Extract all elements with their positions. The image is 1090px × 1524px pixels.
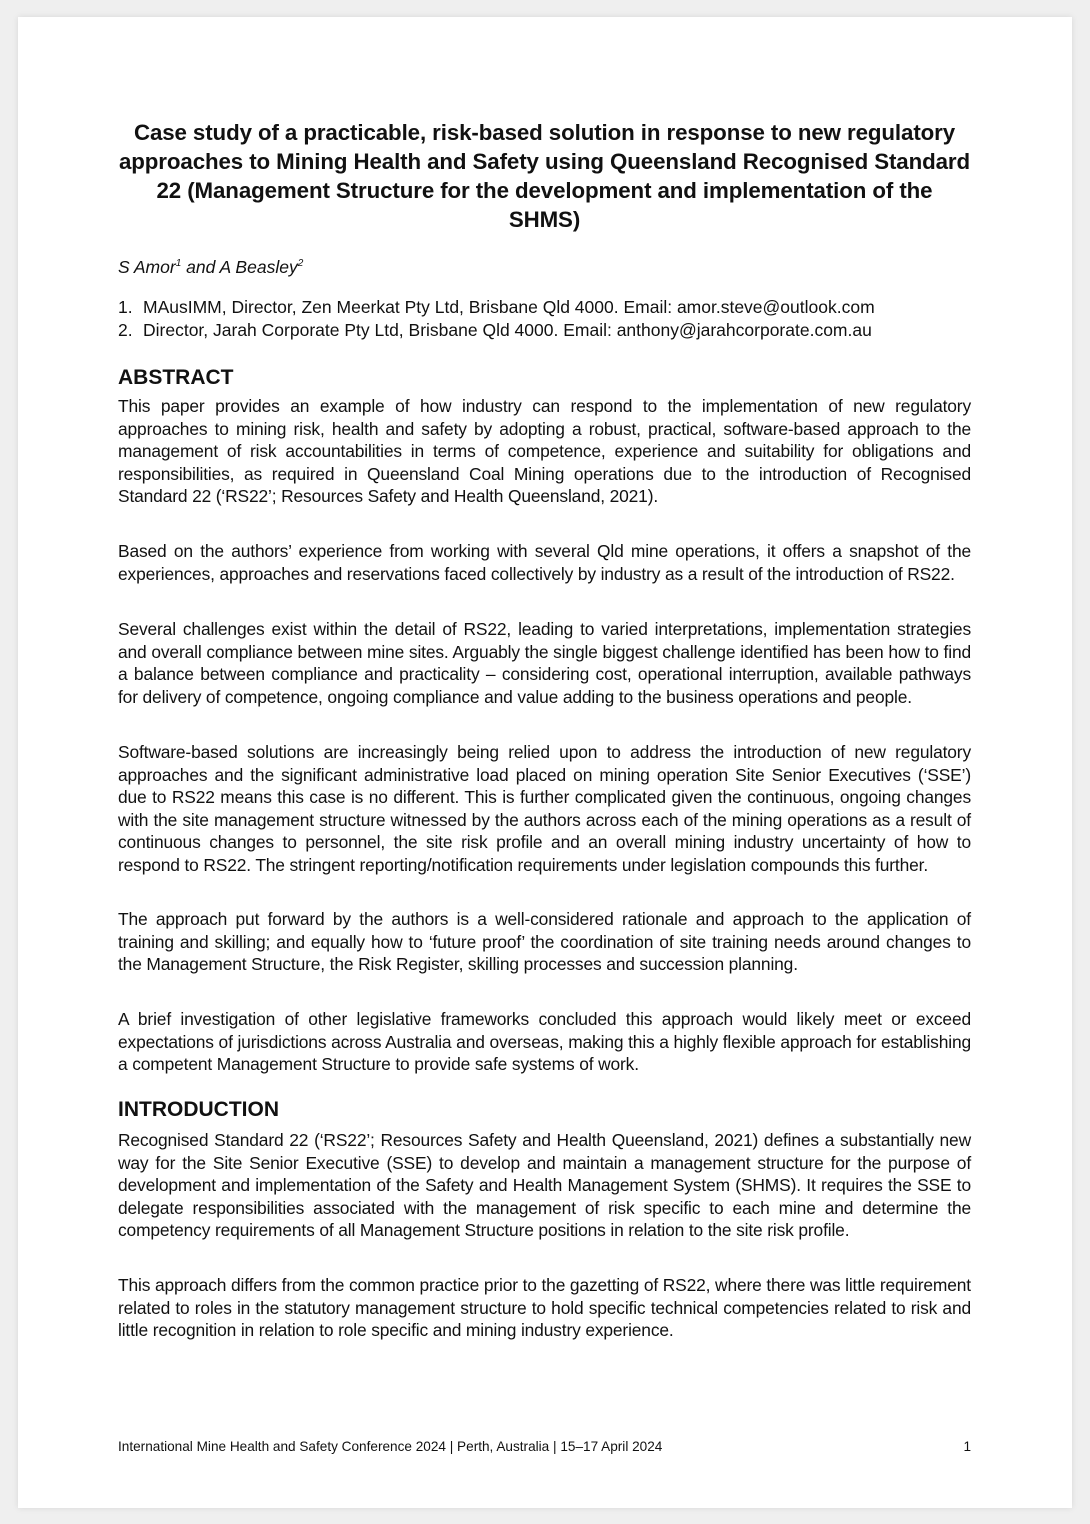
affiliation-mark: 2 [297, 258, 304, 269]
document-page [18, 17, 1072, 1508]
abstract-paragraph: This paper provides an example of how industry can respond to the implementation of new regulatory approaches to mining risk, health and safety by adopting a robust, practical, software-based approach to the management of risk accountabilities in terms of competence, experience and suitability for obligations and responsibilities, as required in Queensland Coal Mining operations due to the introduction of Recognised Standard 22 (‘RS22’; Resources Safety and Health Queensland, 2021). [118, 396, 971, 506]
abstract-paragraph: Several challenges exist within the detail of RS22, leading to varied interpretations, implementation strategies and overall compliance between mine sites. Arguably the single biggest challenge identified has been how to find a balance between compliance and practicality – considering cost, operational interruption, available pathways for delivery of competence, ongoing compliance and value adding to the business operations and people. [118, 619, 971, 707]
abstract-paragraph: A brief investigation of other legislative frameworks concluded this approach would likely meet or exceed expectations of jurisdictions across Australia and overseas, making this a highly flexible approach for establishing a competent Management Structure to provide safe systems of work. [118, 1009, 971, 1074]
abstract-paragraph: The approach put forward by the authors is a well-considered rationale and approach to the application of training and skilling; and equally how to ‘future proof’ the coordination of site training needs around changes to the Management Structure, the Risk Register, skilling processes and succession planning. [118, 909, 971, 974]
author-name: S Amor [118, 257, 176, 277]
affiliation-mark: 1 [175, 258, 182, 269]
author-name: A Beasley [219, 257, 298, 277]
page-footer [118, 1438, 971, 1456]
affiliation-list [118, 296, 875, 342]
footer-conference-text: International Mine Health and Safety Conference 2024 | Perth, Australia | 15–17 April 2024 [118, 1439, 663, 1454]
abstract-paragraph: Software-based solutions are increasingly being relied upon to address the introduction of new regulatory approaches and the significant administrative load placed on mining operation Site Senior Executives (‘SSE’) due to RS22 means this case is no different. This is further complicated given the continuous, ongoing changes with the site management structure witnessed by the authors across each of the mining operations as a result of continuous changes to personnel, the site risk profile and an overall mining industry uncertainty of how to respond to RS22. The stringent reporting/notification requirements under legislation compounds this further. [118, 742, 971, 875]
introduction-paragraph: Recognised Standard 22 (‘RS22’; Resources Safety and Health Queensland, 2021) defines a substantially new way for the Site Senior Executive (SSE) to develop and maintain a management structure for the purpose of development and implementation of the Safety and Health Management System (SHMS). It requires the SSE to delegate responsibilities associated with the management of risk specific to each mine and determine the competency requirements of all Management Structure positions in relation to the site risk profile. [118, 1130, 971, 1240]
page-number: 1 [963, 1439, 971, 1454]
affiliation-item [118, 296, 875, 319]
section-heading-abstract: ABSTRACT [118, 366, 234, 389]
introduction-paragraph: This approach differs from the common practice prior to the gazetting of RS22, where there was little requirement related to roles in the statutory management structure to hold specific technical competencies related to risk and little recognition in relation to role specific and mining industry experience. [118, 1275, 971, 1340]
author-line [118, 256, 303, 282]
affiliation-item [118, 319, 875, 342]
affiliation-text: MAusIMM, Director, Zen Meerkat Pty Ltd, Brisbane Qld 4000. Email: amor.steve@outlook.com [143, 297, 875, 317]
author-joiner: and [181, 257, 220, 277]
affiliation-text: Director, Jarah Corporate Pty Ltd, Brisbane Qld 4000. Email: anthony@jarahcorporate.com.au [143, 320, 872, 340]
paper-title: Case study of a practicable, risk-based solution in response to new regulatory approaches to Mining Health and Safety using Queensland Recognised Standard 22 (Management Structure for the development and implementation of the SHMS) [118, 120, 971, 232]
affiliation-number: 2. [118, 320, 133, 340]
section-heading-introduction: INTRODUCTION [118, 1098, 279, 1121]
affiliation-number: 1. [118, 297, 133, 317]
abstract-paragraph: Based on the authors’ experience from working with several Qld mine operations, it offers a snapshot of the experiences, approaches and reservations faced collectively by industry as a result of the introduction of RS22. [118, 541, 971, 584]
